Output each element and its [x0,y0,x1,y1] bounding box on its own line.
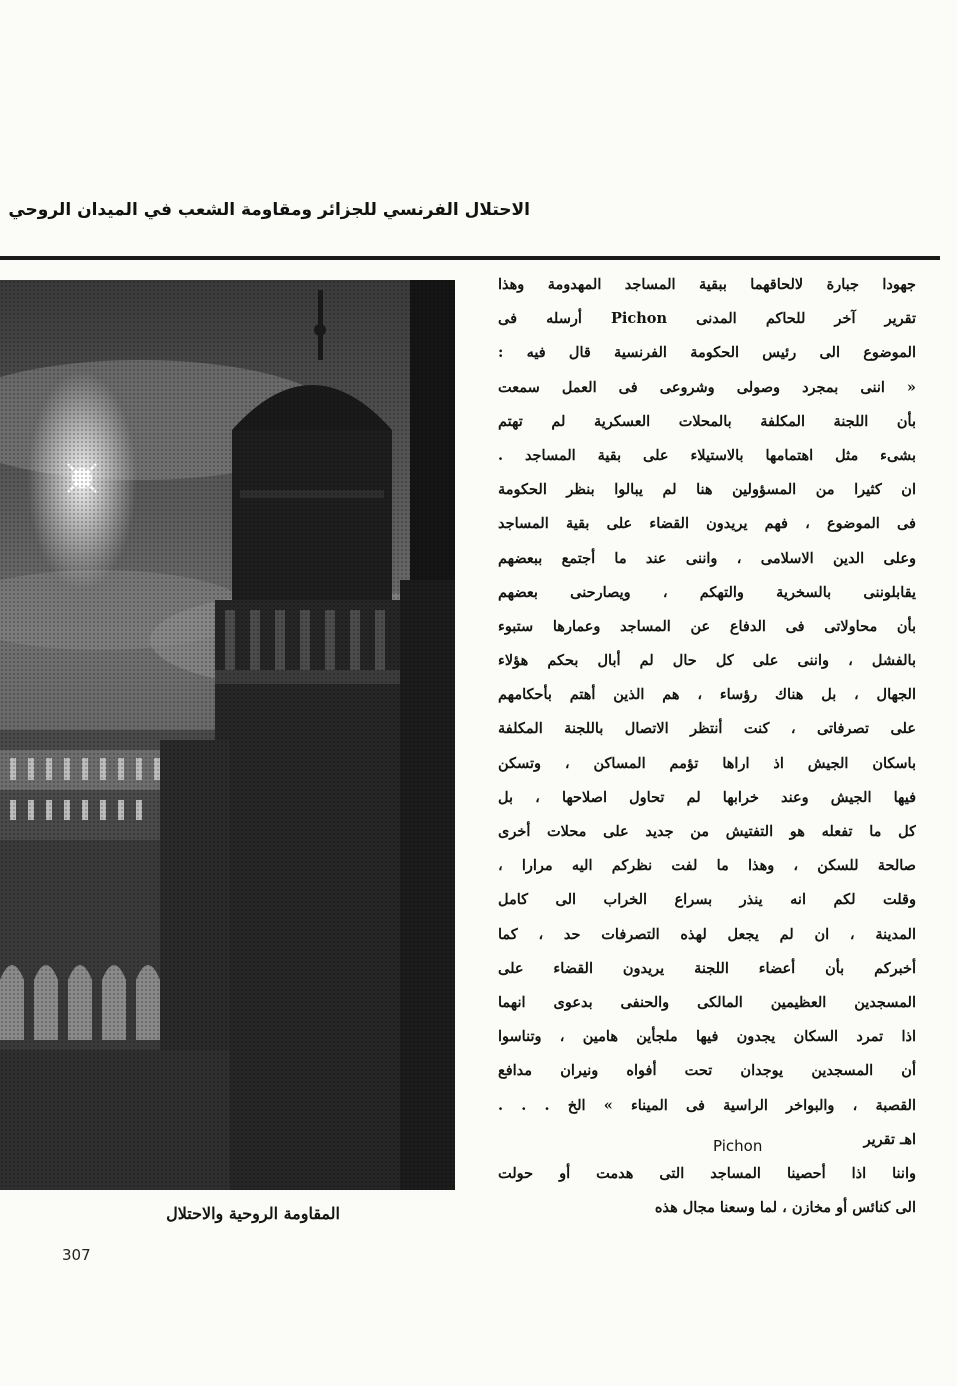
body-line-18: صالحة للسكن ، وهذا ما لفت نظركم اليه مرارا ، [498,857,916,875]
body-line-7: ان كثيرا من المسؤولين هنا لم يبالوا بنظر الحكومة [498,481,916,499]
page-number: 307 [62,1246,91,1264]
body-line-3: الموضوع الى رئيس الحكومة الفرنسية قال فيه : [498,344,916,362]
body-line-21: أخبركم بأن أعضاء اللجنة يريدون القضاء على [498,959,916,977]
body-line-2: تقرير آخر للحاكم المدنى Pichon أرسله فى [498,310,916,328]
body-line-25: القصبة ، والبواخر الراسية فى الميناء » الخ . . . [498,1096,916,1114]
body-line-11: بأن محاولاتى فى الدفاع عن المساجد وعمارها ستبوء [498,617,916,635]
body-line-1: جهودا جبارة لالحاقهما ببقية المساجد المهدومة وهذا [498,276,916,293]
body-line-13: الجهال ، بل هناك رؤساء ، هم الذين أهتم بأحكامهم [498,686,916,704]
body-line-10: يقابلوننى بالسخرية والتهكم ، ويصارحنى بعضهم [498,583,916,601]
signature-prefix: اهـ تقرير [863,1130,916,1148]
body-line-17: كل ما تفعله هو التفتيش من جديد على محلات أخرى [498,823,916,840]
body-line-14: على تصرفاتى ، كنت أنتظر الاتصال باللجنة المكلفة [498,720,916,738]
body-line-19: وقلت لكم انه ينذر بسراع الخراب الى كامل [498,891,916,909]
closing-line-1: واننا اذا أحصينا المساجد التى هدمت أو حولت [498,1164,916,1182]
signature-name: Pichon [713,1136,763,1155]
body-line-15: باسكان الجيش اذ اراها تؤمم المساكن ، وتسكن [498,754,916,772]
running-header: الاحتلال الفرنسي للجزائر ومقاومة الشعب في الميدان الروحي [8,200,530,220]
body-line-6: بشىء مثل اهتمامها بالاستيلاء على بقية المساجد . [498,446,916,464]
body-line-23: اذا تمرد السكان يجدون فيها ملجأين هامين ، وتناسوا [498,1028,916,1046]
signature-line [498,1123,916,1157]
closing-line-2: الى كنائس أو مخازن ، لما وسعنا مجال هذه [654,1199,916,1217]
mosque-minaret-photo [0,280,455,1190]
header-rule [0,256,940,260]
body-line-12: بالفشل ، واننى على كل حال لم أبال بحكم هؤلاء [498,652,916,670]
body-line-8: فى الموضوع ، فهم يريدون القضاء على بقية المساجد [498,515,916,533]
body-line-4: « اننى بمجرد وصولى وشروعى فى العمل سمعت [498,378,916,396]
body-line-22: المسجدين العظيمين المالكى والحنفى بدعوى انهما [498,993,916,1011]
body-line-9: وعلى الدين الاسلامى ، واننى عند ما أجتمع ببعضهم [498,549,916,567]
body-line-5: بأن اللجنة المكلفة بالمحلات العسكرية لم تهتم [498,412,916,430]
body-text [498,268,916,1225]
body-line-16: فيها الجيش وعند خرابها لم تحاول اصلاحها ، بل [498,788,916,806]
body-line-24: أن المسجدين يوجدان تحت أفواه ونيران مدافع [498,1062,916,1080]
body-line-20: المدينة ، ان لم يجعل لهذه التصرفات حد ، كما [498,925,916,943]
photo-caption: المقاومة الروحية والاحتلال [166,1204,340,1223]
